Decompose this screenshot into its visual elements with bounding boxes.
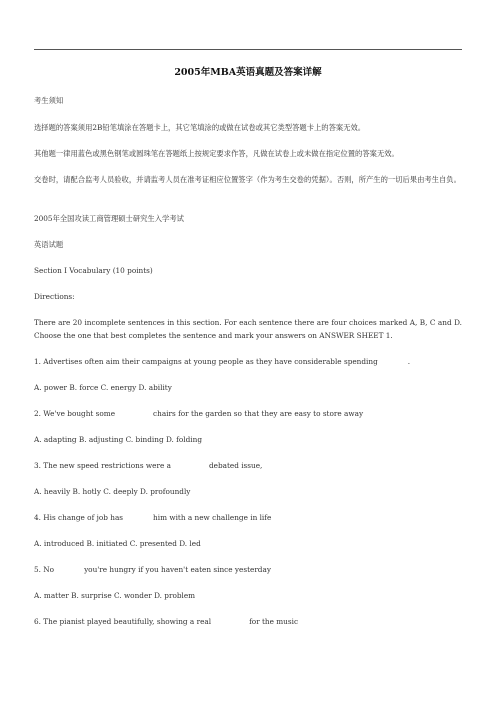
question-3-stem-end: debated issue, xyxy=(208,461,263,470)
question-5-options: A. matter B. surprise C. wonder D. problem xyxy=(34,591,196,600)
exam-name: 2005年全国攻读工商管理硕士研究生入学考试 xyxy=(34,214,184,223)
question-5-stem-end: you're hungry if you haven't eaten since yesterday xyxy=(84,565,271,574)
section-heading: Section I Vocabulary (10 points) xyxy=(34,266,153,275)
question-2-stem-end: chairs for the garden so that they are easy to store away xyxy=(153,409,364,418)
question-1-stem-start: 1. Advertises often aim their campaigns at young people as they have considerable spending xyxy=(34,357,378,366)
document-title: 2005年MBA英语真题及答案详解 xyxy=(174,67,322,78)
question-1-stem xyxy=(34,356,462,369)
notice-paragraph-1: 选择题的答案须用2B铅笔填涂在答题卡上，其它笔填涂的或做在试卷或其它类型答题卡上的答案无效。 xyxy=(34,123,366,132)
question-5-stem xyxy=(34,564,462,577)
question-3-options: A. heavily B. hotly C. deeply D. profoundly xyxy=(34,487,191,496)
question-4-options: A. introduced B. initiated C. presented D. led xyxy=(34,539,201,548)
question-6-stem-end: for the music xyxy=(249,617,299,626)
question-6-stem xyxy=(34,616,462,629)
header-rule xyxy=(34,49,462,50)
question-4-stem xyxy=(34,512,462,525)
question-1-stem-end: . xyxy=(407,357,411,366)
question-5-stem-start: 5. No xyxy=(34,565,55,574)
notice-paragraph-3: 交卷时，请配合监考人员验收，并请监考人员在准考证相应位置签字（作为考生交卷的凭据）。否则，所产生的一切后果由考生自负。 xyxy=(34,175,461,184)
question-4-stem-end: him with a new challenge in life xyxy=(153,513,272,522)
question-4-stem-start: 4. His change of job has xyxy=(34,513,124,522)
question-3-stem xyxy=(34,460,462,473)
question-3-stem-start: 3. The new speed restrictions were a xyxy=(34,461,171,470)
directions-label: Directions: xyxy=(34,292,75,301)
question-6-stem-start: 6. The pianist played beautifully, showing a real xyxy=(34,617,212,626)
question-1-options: A. power B. force C. energy D. ability xyxy=(34,383,172,392)
question-2-stem xyxy=(34,408,462,421)
question-2-options: A. adapting B. adjusting C. binding D. folding xyxy=(34,435,202,444)
subject-heading: 英语试题 xyxy=(34,240,64,249)
directions-text: There are 20 incomplete sentences in this section. For each sentence there are four choices marked A, B, C and D. Choose the one that best completes the sentence and mark your answers on ANSWER SHEET 1. xyxy=(34,318,462,340)
question-2-stem-start: 2. We've bought some xyxy=(34,409,116,418)
notice-paragraph-2: 其他题一律用蓝色或黑色钢笔或圆珠笔在答题纸上按规定要求作答，凡做在试卷上或未做在指定位置的答案无效。 xyxy=(34,149,399,158)
notice-heading: 考生须知 xyxy=(34,96,64,105)
